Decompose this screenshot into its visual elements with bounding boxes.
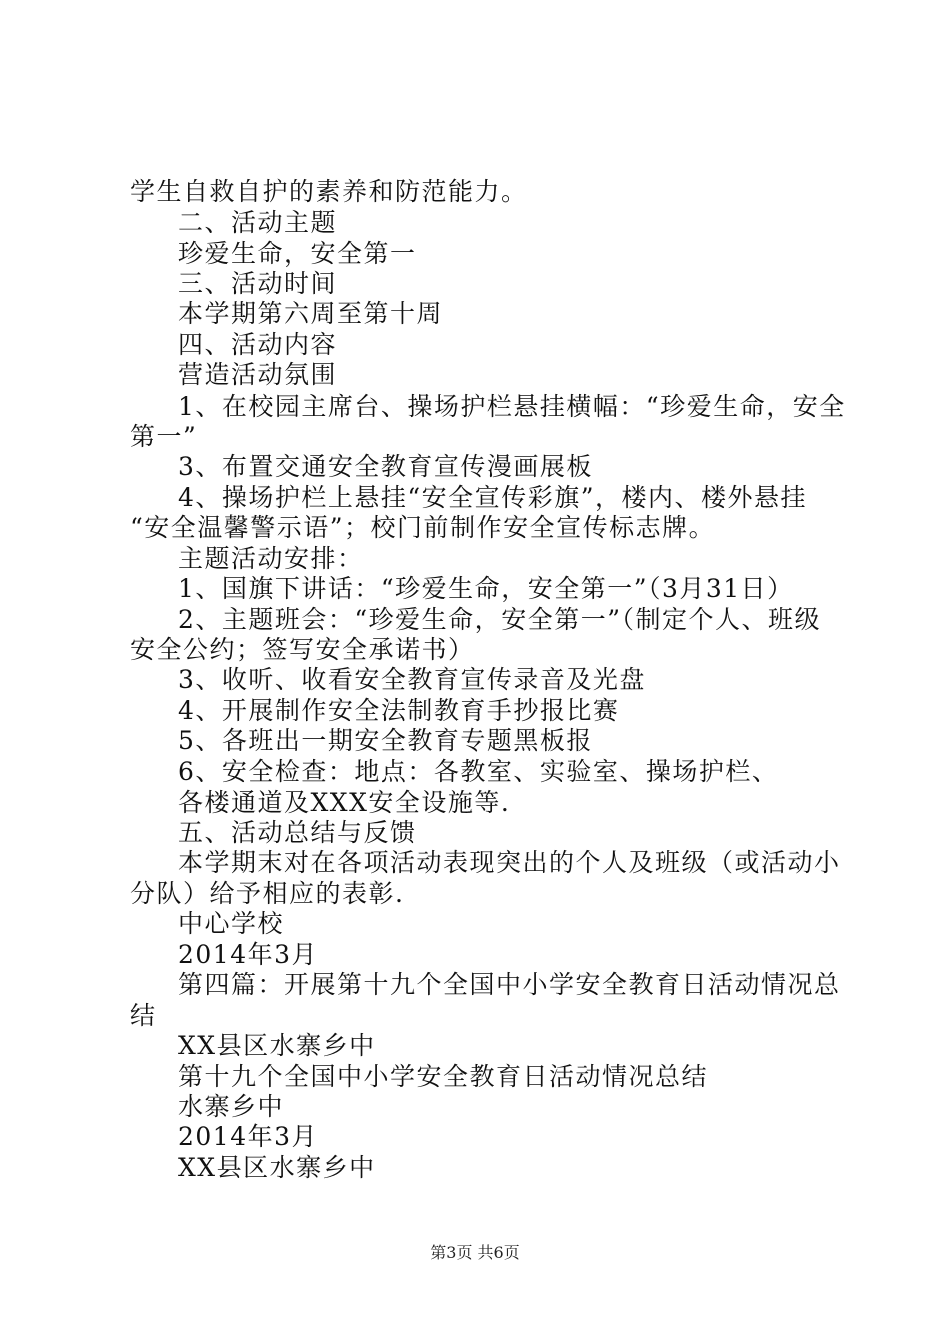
text-line: 4、操场护栏上悬挂“安全宣传彩旗”，楼内、楼外悬挂 bbox=[178, 483, 807, 512]
text-line: XX县区水寨乡中 bbox=[178, 1153, 376, 1182]
text-line: 水寨乡中 bbox=[178, 1092, 285, 1121]
text-line: 5、各班出一期安全教育专题黑板报 bbox=[178, 726, 593, 755]
text-line: 本学期末对在各项活动表现突出的个人及班级（或活动小 bbox=[178, 848, 841, 877]
section-heading: 三、活动时间 bbox=[178, 269, 338, 298]
date-line: 2014年3月 bbox=[178, 1122, 319, 1151]
text-line: 学生自救自护的素养和防范能力。 bbox=[130, 177, 528, 206]
text-line: 4、开展制作安全法制教育手抄报比赛 bbox=[178, 696, 620, 725]
text-line: 1、国旗下讲话：“珍爱生命，安全第一”（3月31日） bbox=[178, 574, 794, 603]
text-line: 各楼通道及XXX安全设施等. bbox=[178, 788, 511, 817]
section-heading: 五、活动总结与反馈 bbox=[178, 818, 417, 847]
text-line: 分队）给予相应的表彰. bbox=[130, 879, 405, 908]
text-line: 第十九个全国中小学安全教育日活动情况总结 bbox=[178, 1062, 709, 1091]
text-line: 珍爱生命，安全第一 bbox=[178, 239, 417, 268]
chapter-heading: 第四篇：开展第十九个全国中小学安全教育日活动情况总 bbox=[178, 970, 841, 999]
section-heading: 四、活动内容 bbox=[178, 330, 338, 359]
text-line: 3、收听、收看安全教育宣传录音及光盘 bbox=[178, 665, 646, 694]
text-line: 3、布置交通安全教育宣传漫画展板 bbox=[178, 452, 593, 481]
text-line: 本学期第六周至第十周 bbox=[178, 299, 444, 328]
text-line: 安全公约；签写安全承诺书） bbox=[130, 635, 475, 664]
text-line: 营造活动氛围 bbox=[178, 360, 338, 389]
text-line: 主题活动安排： bbox=[178, 544, 364, 573]
text-line: XX县区水寨乡中 bbox=[178, 1031, 376, 1060]
date-line: 2014年3月 bbox=[178, 940, 319, 969]
page-number-footer: 第3页 共6页 bbox=[430, 1243, 520, 1262]
text-line: 1、在校园主席台、操场护栏悬挂横幅：“珍爱生命，安全 bbox=[178, 392, 846, 421]
section-heading: 二、活动主题 bbox=[178, 208, 338, 237]
text-line: 6、安全检查：地点：各教室、实验室、操场护栏、 bbox=[178, 757, 779, 786]
text-line: 2、主题班会：“珍爱生命，安全第一”（制定个人、班级 bbox=[178, 605, 821, 634]
text-line: 第一” bbox=[130, 422, 198, 451]
text-line: “安全温馨警示语”；校门前制作安全宣传标志牌。 bbox=[130, 513, 716, 542]
chapter-heading: 结 bbox=[130, 1001, 157, 1030]
signature-line: 中心学校 bbox=[178, 909, 285, 938]
